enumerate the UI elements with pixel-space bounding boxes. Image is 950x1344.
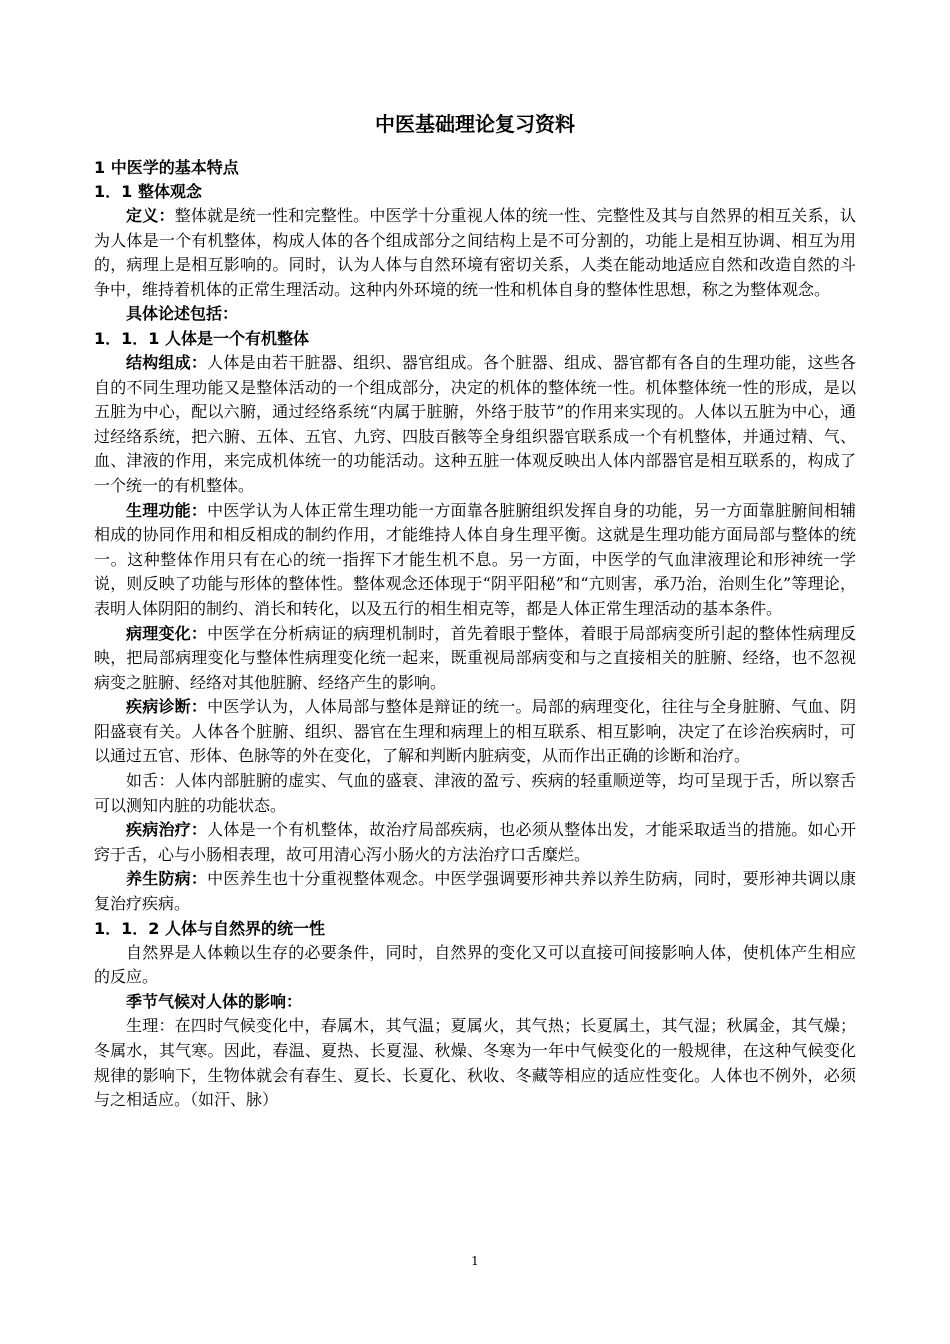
treatment-text: 人体是一个有机整体，故治疗局部疾病，也必须从整体出发，才能采取适当的措施。如心开窍于舌，心与小肠相表理，故可用清心泻小肠火的方法治疗口舌糜烂。 xyxy=(94,820,856,864)
paragraph-treatment xyxy=(94,818,856,867)
details-label: 具体论述包括： xyxy=(126,304,239,324)
paragraph-diagnosis xyxy=(94,695,856,769)
definition-text: 整体就是统一性和完整性。中医学十分重视人体的统一性、完整性及其与自然界的相互关系，认为人体是一个有机整体，构成人体的各个组成部分之间结构上是不可分割的，功能上是相互协调、相互为用的，病理上是相互影响的。同时，认为人体与自然环境有密切关系，人类在能动地适应自然和改造自然的斗争中，维持着机体的正常生理活动。这种内外环境的统一性和机体自身的整体性思想，称之为整体观念。 xyxy=(94,206,856,299)
section-heading-1-1-1: 1．1．1 人体是一个有机整体 xyxy=(94,328,309,348)
document-page xyxy=(94,110,856,1113)
pathology-text: 中医学在分析病证的病理机制时，首先着眼于整体，着眼于局部病变所引起的整体性病理反映，把局部病理变化与整体性病理变化统一起来，既重视局部病变和与之直接相关的脏腑、经络，也不忽视病变之脏腑、经络对其他脏腑、经络产生的影响。 xyxy=(94,623,856,692)
paragraph-seasons-physiology: 生理：在四时气候变化中，春属木，其气温；夏属火，其气热；长夏属土，其气湿；秋属金，其气燥；冬属水，其气寒。因此，春温、夏热、长夏湿、秋燥、冬寒为一年中气候变化的一般规律，在这种气候变化规律的影响下，生物体就会有春生、夏长、长夏化、秋收、冬藏等相应的适应性变化。人体也不例外，必须与之相适应。（如汗、脉） xyxy=(94,1016,856,1110)
definition-label: 定义： xyxy=(126,206,175,225)
prevention-text: 中医养生也十分重视整体观念。中医学强调要形神共养以养生防病，同时，要形神共调以康复治疗疾病。 xyxy=(94,869,856,914)
paragraph-prevention xyxy=(94,867,856,916)
paragraph-nature: 自然界是人体赖以生存的必要条件，同时，自然界的变化又可以直接可间接影响人体，使机体产生相应的反应。 xyxy=(94,942,856,987)
structure-label: 结构组成： xyxy=(126,352,208,372)
page-number: 1 xyxy=(471,1254,479,1268)
section-heading-1-1-2: 1．1．2 人体与自然界的统一性 xyxy=(94,918,325,938)
document-title: 中医基础理论复习资料 xyxy=(375,112,575,136)
section-heading-1-1: 1．1 整体观念 xyxy=(94,182,202,201)
paragraph-tongue: 如舌：人体内部脏腑的虚实、气血的盛衰、津液的盈亏、疾病的轻重顺逆等，均可呈现于舌，所以察舌可以测知内脏的功能状态。 xyxy=(94,771,856,815)
diagnosis-label: 疾病诊断： xyxy=(126,697,208,717)
physiology-text: 中医学认为人体正常生理功能一方面靠各脏腑组织发挥自身的功能，另一方面靠脏腑间相辅相成的协同作用和相反相成的制约作用，才能维持人体自身生理平衡。这就是生理功能方面局部与整体的统一。这种整体作用只有在心的统一指挥下才能生机不息。另一方面，中医学的气血津液理论和形神统一学说，则反映了功能与形体的整体性。整体观念还体现于“阴平阳秘”和“亢则害，承乃治，治则生化”等理论，表明人体阴阳的制约、消长和转化，以及五行的相生相克等，都是人体正常生理活动的基本条件。 xyxy=(94,500,856,618)
seasons-label: 季节气候对人体的影响： xyxy=(126,991,303,1011)
paragraph-structure xyxy=(94,351,856,499)
physiology-label: 生理功能： xyxy=(126,500,208,520)
pathology-label: 病理变化： xyxy=(126,623,208,643)
prevention-label: 养生防病： xyxy=(126,869,208,889)
paragraph-details-intro xyxy=(94,302,856,327)
paragraph-physiology xyxy=(94,499,856,622)
diagnosis-text: 中医学认为，人体局部与整体是辩证的统一。局部的病理变化，往往与全身脏腑、气血、阴阳盛衰有关。人体各个脏腑、组织、器官在生理和病理上的相互联系、相互影响，决定了在诊治疾病时，可以通过五官、形体、色脉等的外在变化，了解和判断内脏病变，从而作出正确的诊断和治疗。 xyxy=(94,697,856,766)
treatment-label: 疾病治疗： xyxy=(126,820,208,840)
paragraph-definition xyxy=(94,204,856,302)
paragraph-pathology xyxy=(94,622,856,696)
structure-text: 人体是由若干脏器、组织、器官组成。各个脏器、组成、器官都有各自的生理功能，这些各自的不同生理功能又是整体活动的一个组成部分，决定的机体的整体统一性。机体整体统一性的形成，是以五脏为中心，配以六腑，通过经络系统“内属于脏腑，外络于肢节”的作用来实现的。人体以五脏为中心，通过经络系统，把六腑、五体、五官、九窍、四肢百骸等全身组织器官联系成一个有机整体，并通过精、气、血、津液的作用，来完成机体统一的功能活动。这种五脏一体观反映出人体内部器官是相互联系的，构成了一个统一的有机整体。 xyxy=(94,352,856,495)
section-heading-1: 1 中医学的基本特点 xyxy=(94,158,239,177)
paragraph-seasons-intro xyxy=(94,990,856,1015)
